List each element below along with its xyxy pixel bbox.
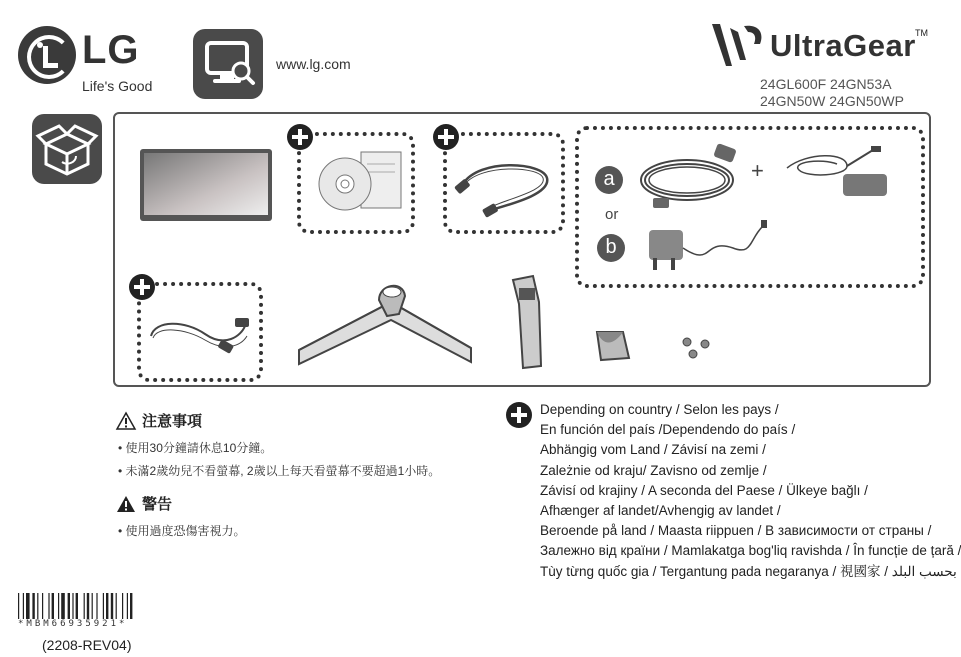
hdmi-cable-icon (451, 154, 557, 226)
optional-plus-icon (129, 274, 155, 300)
website-url[interactable]: www.lg.com (276, 56, 351, 72)
stand-base-icon (295, 276, 481, 368)
model-line: 24GN50W 24GN50WP (760, 93, 904, 109)
caution-item: • 未滿2歲幼兒不看螢幕, 2歲以上每天看螢幕不要超過1小時。 (118, 462, 486, 479)
monitor-search-icon (193, 29, 263, 99)
or-text: or (605, 206, 619, 223)
lg-wordmark: LG (82, 28, 140, 72)
caution-triangle-icon (116, 412, 136, 430)
optional-plus-icon (506, 402, 532, 428)
warning-title: 警告 (142, 496, 173, 513)
option-b-label: b (597, 234, 625, 262)
cable-holder-icon (593, 328, 633, 364)
barcode-text: *MBM66935921* (18, 619, 128, 629)
power-cord-icon (635, 142, 747, 214)
optional-plus-icon (433, 124, 459, 150)
screws-icon (677, 334, 717, 362)
caution-title: 注意事項 (142, 413, 203, 430)
monitor-icon (139, 148, 273, 222)
ultragear-emblem-icon (710, 22, 766, 70)
ac-adapter-icon (777, 148, 897, 208)
lg-tagline: Life's Good (82, 78, 153, 94)
package-contents-panel (113, 112, 931, 387)
country-line: Tùy từng quốc gia / Tergantung pada negaranya / 視國家 / بحسب البلد (540, 563, 957, 579)
stand-body-icon (505, 274, 551, 370)
country-line: Залежно від країни / Mamlakatga bog'liq ravishda / În funcție de țară / (540, 543, 961, 559)
dp-cable-icon (145, 306, 255, 366)
ultragear-logo (710, 22, 930, 70)
warning-item: • 使用過度恐傷害視力。 (118, 522, 486, 539)
country-line: Zależnie od kraju/ Zavisno od zemlje / (540, 462, 767, 478)
country-line: Beroende på land / Maasta riippuen / В зависимости от страны / (540, 523, 932, 539)
ultragear-wordmark: UltraGear (770, 28, 916, 63)
revision-code: (2208-REV04) (42, 637, 132, 653)
country-line: Závisí od krajiny / A seconda del Paese / Ülkeye bağlı / (540, 482, 868, 498)
country-note-lines (540, 400, 961, 582)
model-list (760, 76, 904, 110)
open-box-icon (32, 114, 102, 184)
country-line: En función del país /Dependendo do país / (540, 422, 796, 438)
country-line: Depending on country / Selon les pays / (540, 402, 779, 417)
option-a-label: a (595, 166, 623, 194)
cd-manual-icon (313, 148, 409, 216)
wall-adapter-icon (643, 218, 773, 274)
trademark-mark: TM (915, 28, 928, 38)
lg-logo (18, 26, 158, 96)
plus-text: + (751, 158, 764, 183)
caution-item: • 使用30分鐘請休息10分鐘。 (118, 439, 486, 456)
country-line: Afhænger af landet/Avhengig av landet / (540, 503, 781, 519)
model-line: 24GL600F 24GN53A (760, 76, 892, 92)
optional-plus-icon (287, 124, 313, 150)
barcode-icon (18, 593, 176, 619)
warning-triangle-icon (116, 495, 136, 513)
caution-section (116, 410, 486, 545)
lg-face-icon (18, 26, 76, 84)
country-line: Abhängig vom Land / Závisí na zemi / (540, 442, 766, 458)
